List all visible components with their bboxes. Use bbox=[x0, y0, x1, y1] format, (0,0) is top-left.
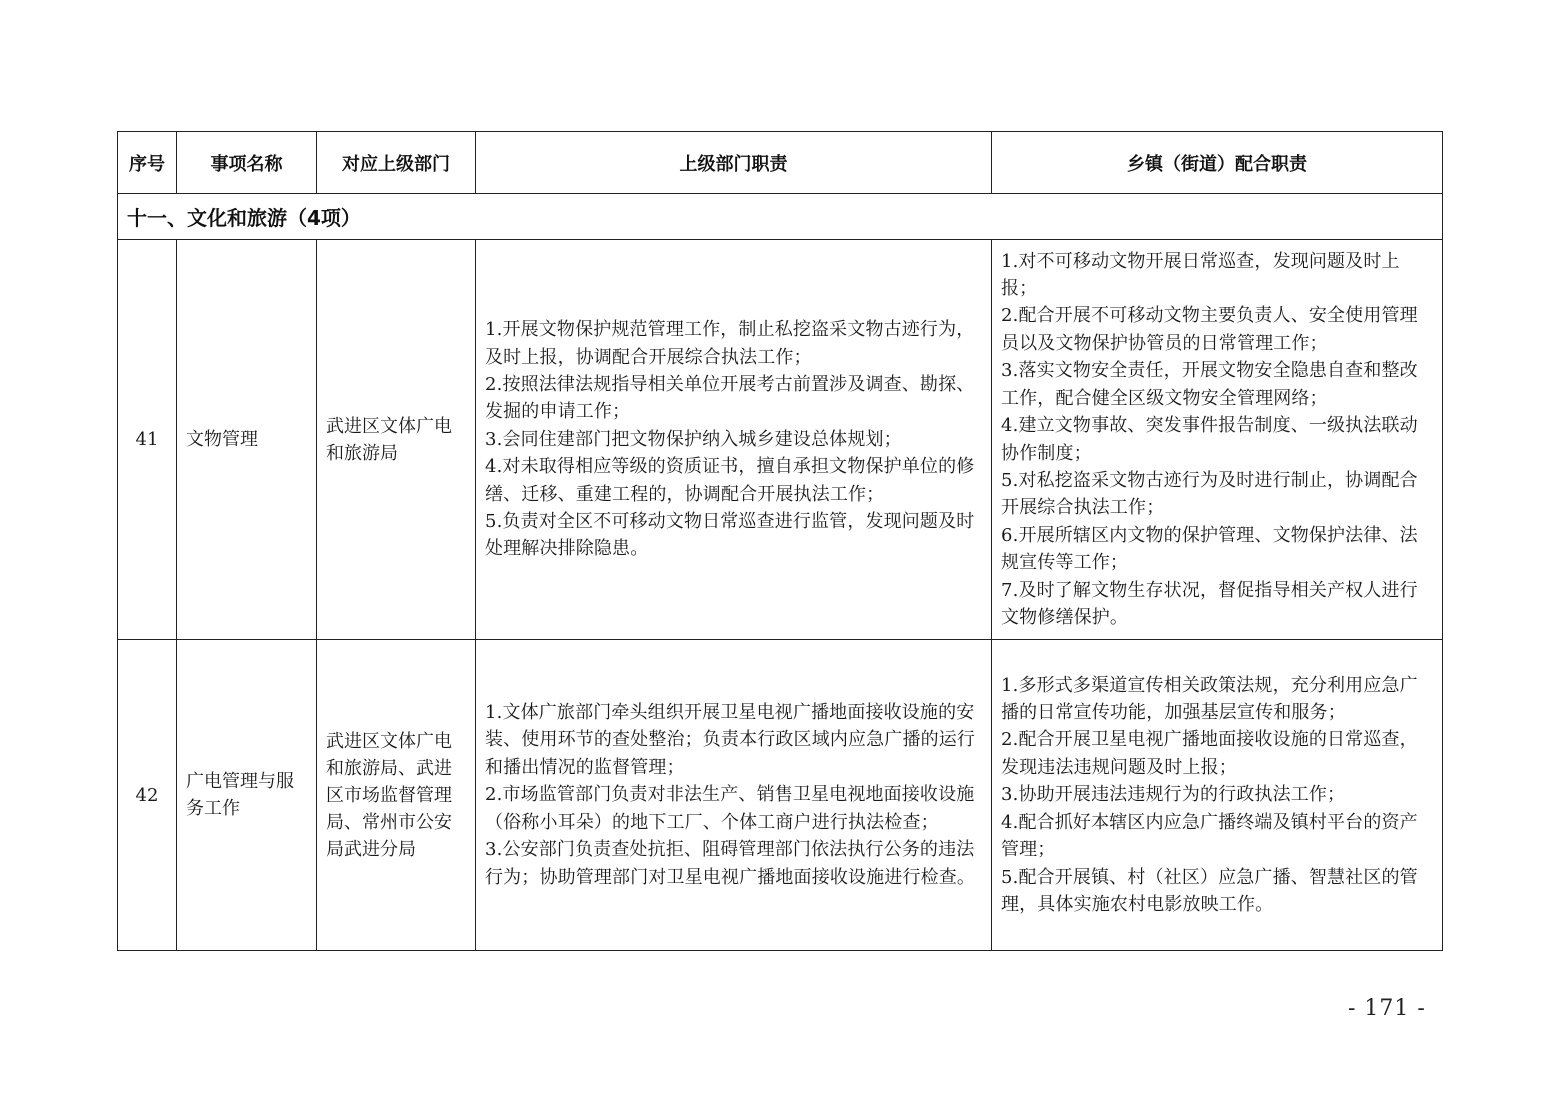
row-town-duty bbox=[992, 640, 1443, 951]
row-item-name: 广电管理与服务工作 bbox=[177, 640, 317, 951]
duty-item: 5.负责对全区不可移动文物日常巡查进行监管，发现问题及时处理解决排除隐患。 bbox=[485, 511, 975, 560]
duty-item: 7.及时了解文物生存状况，督促指导相关产权人进行文物修缮保护。 bbox=[1001, 579, 1418, 628]
duty-item: 3.会同住建部门把文物保护纳入城乡建设总体规划； bbox=[485, 428, 902, 450]
duty-item: 5.对私挖盗采文物古迹行为及时进行制止，协调配合开展综合执法工作； bbox=[1001, 469, 1418, 519]
row-upper-department: 武进区文体广电和旅游局 bbox=[317, 240, 476, 640]
duty-item: 6.开展所辖区内文物的保护管理、文物保护法律、法规宣传等工作； bbox=[1001, 524, 1418, 574]
section-title: 十一、文化和旅游（4项） bbox=[118, 194, 1443, 240]
responsibility-table bbox=[117, 131, 1443, 951]
row-upper-duty bbox=[476, 640, 992, 951]
page-number: - 171 - bbox=[1348, 996, 1426, 1021]
table-row bbox=[118, 240, 1443, 640]
row-serial-no: 41 bbox=[118, 240, 177, 640]
duty-item: 4.配合抓好本辖区内应急广播终端及镇村平台的资产管理； bbox=[1001, 811, 1418, 861]
duty-item: 3.协助开展违法违规行为的行政执法工作； bbox=[1001, 784, 1346, 806]
section-row bbox=[118, 194, 1443, 240]
duty-item: 4.建立文物事故、突发事件报告制度、一级执法联动协作制度； bbox=[1001, 415, 1418, 464]
duty-item: 1.对不可移动文物开展日常巡查，发现问题及时上报； bbox=[1001, 250, 1400, 300]
duty-item: 5.配合开展镇、村（社区）应急广播、智慧社区的管理，具体实施农村电影放映工作。 bbox=[1001, 866, 1418, 915]
header-upper-duty: 上级部门职责 bbox=[476, 132, 992, 194]
header-town-duty: 乡镇（街道）配合职责 bbox=[992, 132, 1443, 194]
table-header-row bbox=[118, 132, 1443, 194]
duty-item: 2.按照法律法规指导相关单位开展考古前置涉及调查、勘探、发掘的申请工作； bbox=[485, 373, 975, 423]
duty-item: 3.落实文物安全责任，开展文物安全隐患自查和整改工作，配合健全区级文物安全管理网络； bbox=[1001, 360, 1418, 409]
duty-item: 1.文体广旅部门牵头组织开展卫星电视广播地面接收设施的安装、使用环节的查处整治；负责本行政区域内应急广播的运行和播出情况的监督管理； bbox=[485, 702, 976, 778]
duty-item: 1.开展文物保护规范管理工作，制止私挖盗采文物古迹行为，及时上报，协调配合开展综合执法工作； bbox=[485, 319, 975, 368]
duty-item: 2.配合开展卫星电视广播地面接收设施的日常巡查，发现违法违规问题及时上报； bbox=[1001, 729, 1418, 778]
duty-item: 1.多形式多渠道宣传相关政策法规，充分利用应急广播的日常宣传功能，加强基层宣传和服务； bbox=[1001, 674, 1418, 724]
row-serial-no: 42 bbox=[118, 640, 177, 951]
row-item-name: 文物管理 bbox=[177, 240, 317, 640]
row-town-duty bbox=[992, 240, 1443, 640]
duty-item: 4.对未取得相应等级的资质证书，擅自承担文物保护单位的修缮、迁移、重建工程的，协调配合开展执法工作； bbox=[485, 456, 975, 505]
duty-item: 2.市场监管部门负责对非法生产、销售卫星电视地面接收设施（俗称小耳朵）的地下工厂、个体工商户进行执法检查； bbox=[485, 784, 975, 833]
header-item-name: 事项名称 bbox=[177, 132, 317, 194]
row-upper-duty bbox=[476, 240, 992, 640]
header-serial-no: 序号 bbox=[118, 132, 177, 194]
duty-item: 3.公安部门负责查处抗拒、阻碍管理部门依法执行公务的违法行为；协助管理部门对卫星电视广播地面接收设施进行检查。 bbox=[485, 839, 976, 888]
duty-item: 2.配合开展不可移动文物主要负责人、安全使用管理员以及文物保护协管员的日常管理工作； bbox=[1001, 305, 1418, 354]
header-upper-department: 对应上级部门 bbox=[317, 132, 476, 194]
table-row bbox=[118, 640, 1443, 951]
row-upper-department: 武进区文体广电和旅游局、武进区市场监督管理局、常州市公安局武进分局 bbox=[317, 640, 476, 951]
